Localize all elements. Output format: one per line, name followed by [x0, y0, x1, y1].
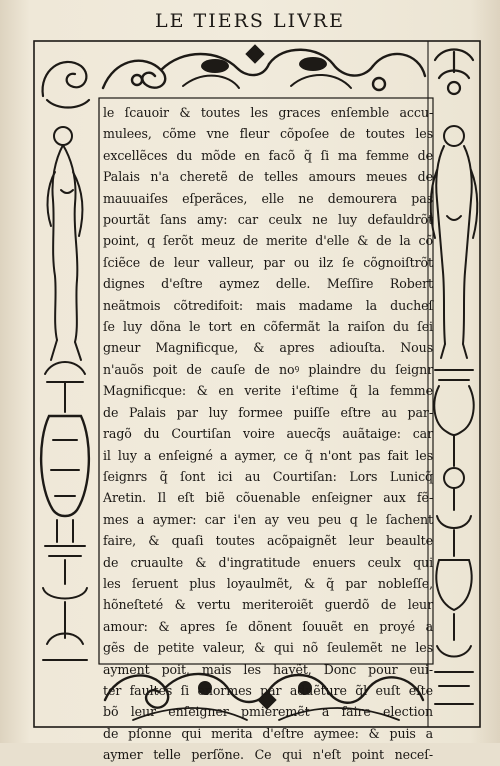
text-line: dignes d'eſtre aymez delle. Meſſire Robert — [103, 276, 433, 292]
text-line: hõneſteté & vertu meriteroiẽt guerdõ de leur — [103, 597, 433, 613]
top-scroll-ornament — [103, 46, 425, 90]
left-female-figure — [48, 127, 83, 360]
right-male-figure — [431, 126, 478, 358]
text-line: pourtãt ſans amy: car ceulx ne luy defauldrõt — [103, 212, 433, 228]
text-line: Aretin. Il eſt biẽ cõuenable enſeigner aux fẽ- — [103, 490, 433, 506]
text-line: il luy a enſeigné a aymer, ce q̃ n'ont pas fait les — [103, 447, 433, 463]
text-line: ſe luy dõna le tort en cõfermãt la raiſon du ſei — [103, 319, 433, 335]
text-line: ter faultes ſi enormes par aduẽture q̃l euſt eſte — [103, 682, 433, 698]
text-line: mauuaiſes eſperãces, elle ne demourera pas — [103, 190, 433, 206]
text-line: gẽs de petite valeur, & qui nõ ſeulemẽt ne les — [103, 640, 433, 656]
text-line: de cruaulte & d'ingratitude enuers ceulx qui — [103, 554, 433, 570]
body-text — [103, 102, 433, 763]
text-line: de Palais par luy formee puiſſe eſtre au par- — [103, 404, 433, 420]
text-line: Magnificque: & en verite i'eſtime q̃ la femme — [103, 383, 433, 399]
text-line: faire, & quaſi toutes acõpaignẽt leur beaulte — [103, 533, 433, 549]
right-candelabrum — [434, 370, 473, 704]
text-line: mulees, cõme vne fleur cõpoſee de toutes les — [103, 126, 433, 142]
text-line: aymer telle perſõne. Ce qui n'eſt point neceſ- — [103, 747, 433, 763]
text-line: amour: & apres ſe dõnent ſouuẽt en proyé a — [103, 618, 433, 634]
text-line: excellẽces du mõde en facõ q̃ ſi ma femme de — [103, 147, 433, 163]
text-line: point, q ſerõt meuz de merite d'elle & de la cõ — [103, 233, 433, 249]
text-line: mes a aymer: car i'en ay veu peu q le ſachent — [103, 511, 433, 527]
text-line: gneur Magnificque, & apres adiouſta. Nous — [103, 340, 433, 356]
text-line: ſciẽce de leur valleur, par ou ilz ſe cõgnoiſtrõt — [103, 254, 433, 270]
left-vase-column — [41, 362, 89, 660]
text-line: ayment poit, mais les hayẽt, Donc pour eui- — [103, 661, 433, 677]
text-line: n'auõs poit de cauſe de noꝰ plaindre du ſeignr — [103, 361, 433, 377]
text-line: bõ leur enſeigner pmieremẽt a faire election — [103, 704, 433, 720]
left-top-scroll — [43, 62, 89, 108]
text-line: Palais n'a cheretẽ de telles amours meues de — [103, 169, 433, 185]
ornamental-frame — [33, 40, 481, 763]
running-head: LE TIERS LIVRE — [155, 10, 345, 32]
text-line: ſeignrs q̃ ſont ici au Courtiſan: Lors Lunicq̃ — [103, 468, 433, 484]
text-line: le ſcauoir & toutes les graces enſemble accu- — [103, 105, 433, 120]
text-line: les ſeruent plus loyaulmẽt, & q̃ par nobleſſe, — [103, 575, 433, 591]
right-top-ornament — [435, 50, 473, 95]
text-line: ragõ du Courtiſan voire auecq̃s auãtaige: car — [103, 426, 433, 442]
text-line: de pſonne qui merita d'eſtre aymee: & puis a — [103, 725, 433, 741]
text-line: neãtmois cõtredifoit: mais madame la ducheſ — [103, 297, 433, 313]
